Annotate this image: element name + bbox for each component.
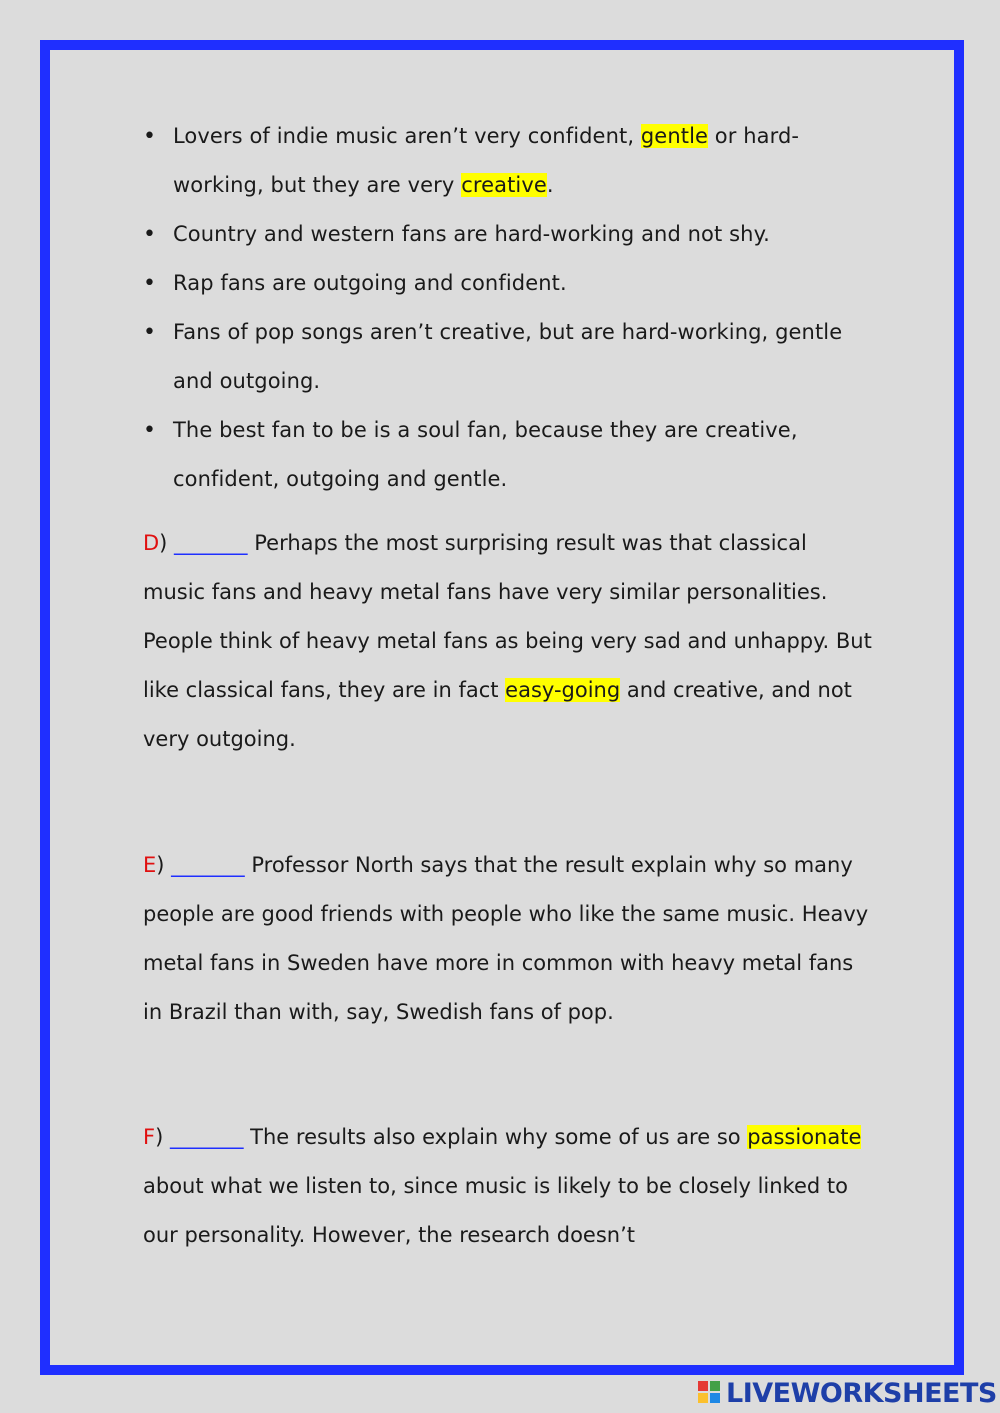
bullet-item-rap: • Rap fans are outgoing and confident. bbox=[143, 259, 863, 308]
highlight-easy-going: easy-going bbox=[505, 678, 621, 702]
section-letter-d: D bbox=[143, 531, 160, 555]
highlight-passionate: passionate bbox=[747, 1125, 862, 1149]
liveworksheets-logo-icon bbox=[698, 1381, 722, 1405]
logo-text: LIVEWORKSHEETS bbox=[726, 1377, 997, 1409]
bullet-item-pop: • Fans of pop songs aren’t creative, but are hard-working, gentle and outgoing. bbox=[143, 308, 863, 406]
highlight-creative: creative bbox=[461, 173, 547, 197]
highlight-gentle: gentle bbox=[640, 124, 709, 148]
section-letter-f: F bbox=[143, 1125, 156, 1149]
answer-blank-f[interactable]: _______ bbox=[163, 1125, 244, 1149]
bullet-item-soul: • The best fan to be is a soul fan, because they are creative, confident, outgoing and gentle. bbox=[143, 406, 863, 504]
section-letter-e: E bbox=[143, 853, 157, 877]
answer-blank-e[interactable]: _______ bbox=[164, 853, 245, 877]
bullet-item-country: • Country and western fans are hard-working and not shy. bbox=[143, 210, 863, 259]
answer-blank-d[interactable]: _______ bbox=[167, 531, 248, 555]
bullet-item-indie: • Lovers of indie music aren’t very confident, gentle or hard-working, but they are very creative. bbox=[143, 112, 863, 210]
paragraph-e: E) _______ Professor North says that the result explain why so many people are good friends with people who like the same music. Heavy metal fans in Sweden have more in common with heavy metal fans in Brazil than with, say, Swedish fans of pop. bbox=[143, 853, 869, 1024]
paragraph-f: F) _______ The results also explain why some of us are so passionate about what we listen to, since music is likely to be closely linked to our personality. However, the research doesn’t bbox=[143, 1125, 862, 1247]
bullet-list bbox=[143, 112, 863, 504]
paragraph-d: D) _______ Perhaps the most surprising result was that classical music fans and heavy metal fans have very similar personalities. People think of heavy metal fans as being very sad and unhappy. But like classical fans, they are in fact easy-going and creative, and not very outgoing. bbox=[143, 531, 872, 751]
liveworksheets-logo bbox=[698, 1378, 997, 1408]
